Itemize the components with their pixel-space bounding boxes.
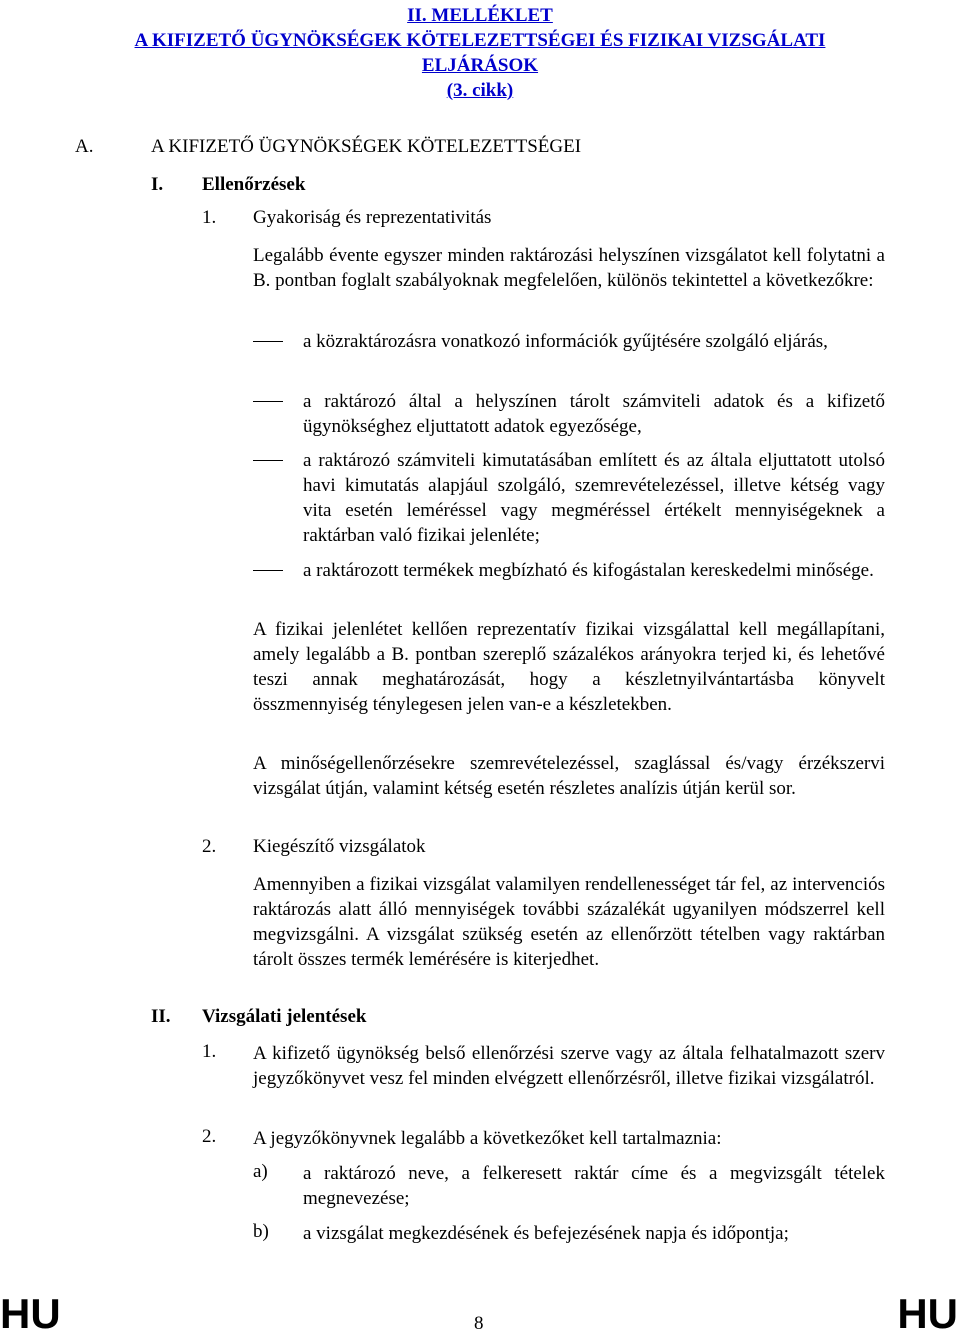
ii-item1-text: A kifizető ügynökség belső ellenőrzési szerve vagy az általa felhatalmazott szerv jegyzőkönyvet vesz fel minden elvégzett ellenőrzésről, illetve fizikai vizsgálatról. <box>253 1043 885 1089</box>
annex-subtitle-line1: A KIFIZETŐ ÜGYNÖKSÉGEK KÖTELEZETTSÉGEI ÉS FIZIKAI VIZSGÁLATI <box>134 30 826 51</box>
item1-number: 1. <box>202 207 217 228</box>
item1-intro: Legalább évente egyszer minden raktározási helyszínen vizsgálatot kell folytatni a B. pontban foglalt szabályoknak megfelelően, különös tekintettel a következőkre: <box>253 245 885 291</box>
footer-language-left: HU <box>0 1290 61 1337</box>
subsection-ii-title: Vizsgálati jelentések <box>202 1006 367 1027</box>
subsection-ii-number: II. <box>151 1006 171 1027</box>
document-header <box>0 3 960 103</box>
item2-number: 2. <box>202 836 217 857</box>
bullet-dash <box>253 570 283 571</box>
subsection-i-title: Ellenőrzések <box>202 174 306 195</box>
bullet-dash <box>253 341 283 342</box>
item1-paragraph-3: A minőségellenőrzésekre szemrevételezéssel, szaglással és/vagy érzékszervi vizsgálat útján, valamint kétség esetén részletes analízis útján kerül sor. <box>253 753 885 799</box>
bullet-item-1: a közraktározásra vonatkozó információk gyűjtésére szolgáló eljárás, <box>303 331 828 352</box>
ii-subitem-b-label: b) <box>253 1221 269 1242</box>
ii-item2-text: A jegyzőkönyvnek legalább a következőket kell tartalmaznia: <box>253 1128 722 1149</box>
section-a-number: A. <box>75 136 94 157</box>
bullet-dash <box>253 401 283 402</box>
subsection-i-number: I. <box>151 174 164 195</box>
ii-subitem-a-label: a) <box>253 1161 268 1182</box>
ii-item2-number: 2. <box>202 1126 217 1147</box>
ii-subitem-b-text: a vizsgálat megkezdésének és befejezésének napja és időpontja; <box>303 1223 789 1244</box>
annex-subtitle-line2: ELJÁRÁSOK <box>421 55 539 76</box>
article-reference: (3. cikk) <box>446 80 514 101</box>
bullet-item-2: a raktározó által a helyszínen tárolt számviteli adatok és a kifizető ügynökséghez eljuttatott adatok egyezősége, <box>303 391 885 437</box>
item2-title: Kiegészítő vizsgálatok <box>253 836 426 857</box>
bullet-item-3: a raktározó számviteli kimutatásában említett és az általa eljuttatott utolsó havi kimutatás alapjául szolgáló, szemrevételezéssel, illetve kétség vagy vita esetén leméréssel vagy megméréssel értékelt mennyiségeknek a raktárban való fizikai jelenléte; <box>303 450 885 546</box>
section-a-title: A KIFIZETŐ ÜGYNÖKSÉGEK KÖTELEZETTSÉGEI <box>151 136 582 157</box>
item1-paragraph-2: A fizikai jelenlétet kellően reprezentatív fizikai vizsgálattal kell megállapítani, amely legalább a B. pontban szereplő százalékos arányokra terjed ki, és lehetővé teszi annak meghatározását, hogy a készletnyilvántartásba könyvelt összmennyiség ténylegesen jelen van-e a készletekben. <box>253 619 885 715</box>
ii-item1-number: 1. <box>202 1041 217 1062</box>
footer-language-right: HU <box>897 1290 958 1337</box>
item2-paragraph: Amennyiben a fizikai vizsgálat valamilyen rendellenességet tár fel, az intervenciós raktározás alatt álló mennyiségek további százalékát ugyanilyen módszerrel kell megvizsgálni. A vizsgálat szükség esetén az ellenőrzött tételben vagy raktárban tárolt összes termék lemérésére is kiterjedhet. <box>253 874 885 970</box>
bullet-dash <box>253 460 283 461</box>
ii-subitem-a-text: a raktározó neve, a felkeresett raktár címe és a megvizsgált tételek megnevezése; <box>303 1163 885 1209</box>
page-number: 8 <box>474 1313 484 1334</box>
item1-title: Gyakoriság és reprezentativitás <box>253 207 492 228</box>
annex-title: II. MELLÉKLET <box>407 5 553 26</box>
bullet-item-4: a raktározott termékek megbízható és kifogástalan kereskedelmi minősége. <box>303 560 874 581</box>
